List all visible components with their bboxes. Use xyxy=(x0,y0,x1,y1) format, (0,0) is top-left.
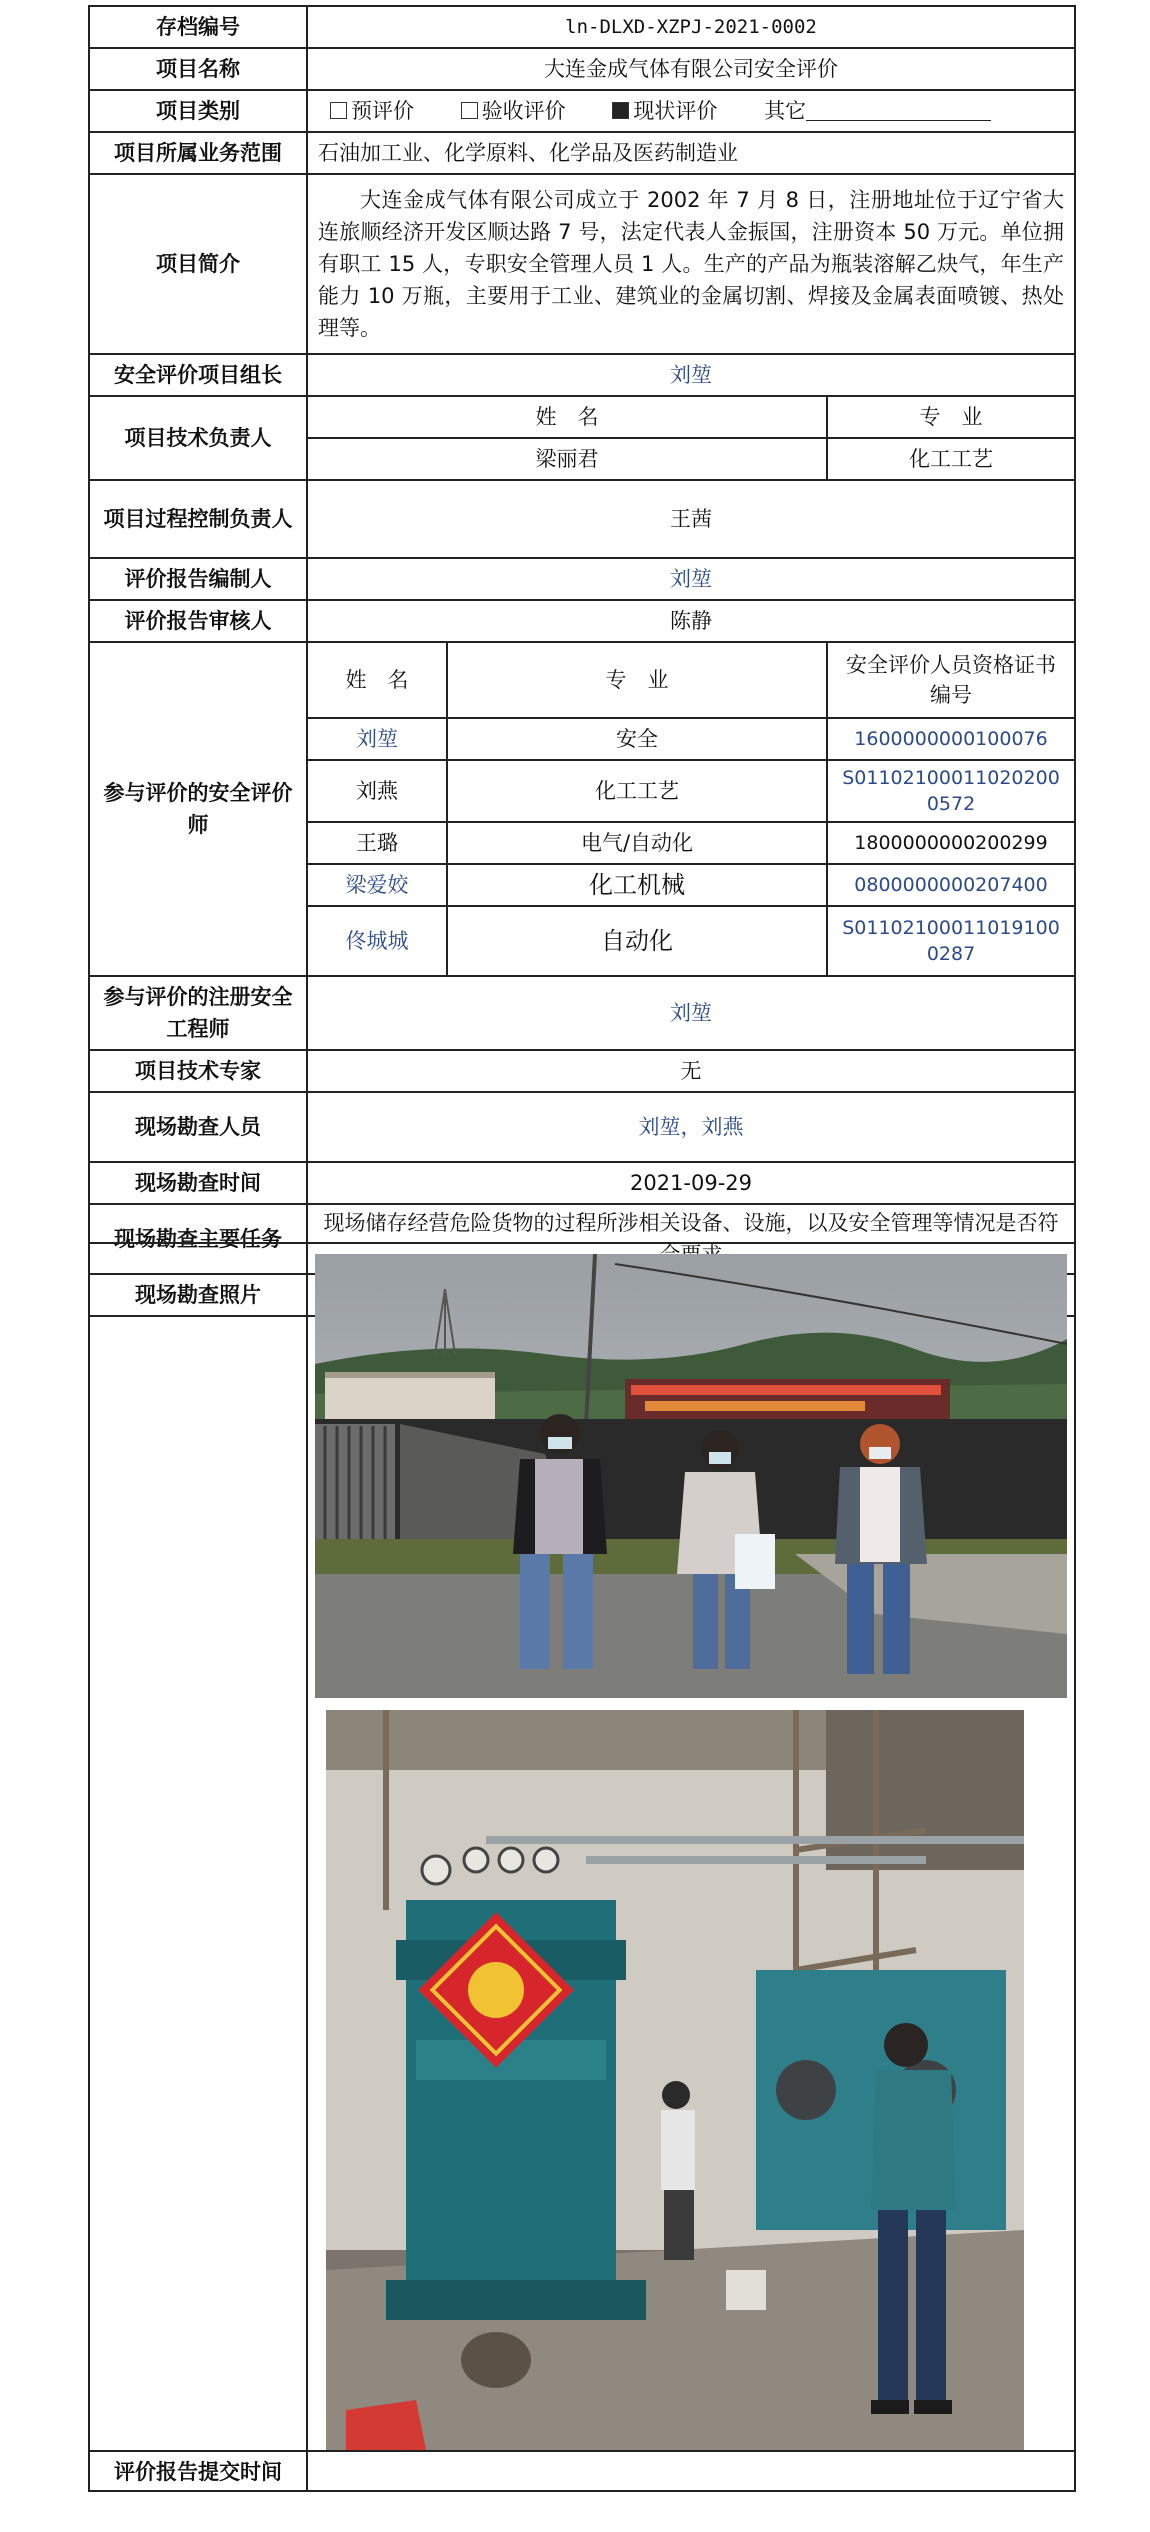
project-type-options xyxy=(307,90,1075,132)
evaluator-name: 佟城城 xyxy=(307,906,447,976)
evaluator-cert: 1800000000200299 xyxy=(827,822,1075,864)
survey-task-label: 现场勘查主要任务 xyxy=(89,1204,307,1274)
survey-photo-label: 现场勘查照片 xyxy=(89,1274,307,1316)
tech-lead-label: 项目技术负责人 xyxy=(89,396,307,480)
survey-staff-label: 现场勘查人员 xyxy=(89,1092,307,1162)
evaluator-name: 刘燕 xyxy=(307,760,447,822)
evaluators-label: 参与评价的安全评价师 xyxy=(89,642,307,976)
reg-engineer-value: 刘堃 xyxy=(307,976,1075,1050)
tech-lead-name: 梁丽君 xyxy=(307,438,827,480)
evaluator-cert: S011021000110202000572 xyxy=(827,760,1075,822)
photo-row-blank xyxy=(89,1243,307,2451)
photo-section xyxy=(88,1242,1074,2492)
compiler-label: 评价报告编制人 xyxy=(89,558,307,600)
acetylene-compressor-photo-icon xyxy=(326,1710,1024,2450)
evaluator-major: 电气/自动化 xyxy=(447,822,827,864)
type-option-acceptance[interactable]: 验收评价 xyxy=(461,99,566,123)
evaluation-info-sheet xyxy=(88,5,1074,1317)
evaluator-major-header: 专 业 xyxy=(447,642,827,718)
survey-staff-value: 刘堃，刘燕 xyxy=(307,1092,1075,1162)
intro-label: 项目简介 xyxy=(89,174,307,354)
expert-value: 无 xyxy=(307,1050,1075,1092)
evaluator-name-header: 姓 名 xyxy=(307,642,447,718)
evaluator-name: 王璐 xyxy=(307,822,447,864)
expert-label: 项目技术专家 xyxy=(89,1050,307,1092)
archive-no: ln-DLXD-XZPJ-2021-0002 xyxy=(307,6,1075,48)
tech-lead-major: 化工工艺 xyxy=(827,438,1075,480)
project-type-label: 项目类别 xyxy=(89,90,307,132)
survey-time-value: 2021-09-29 xyxy=(307,1162,1075,1204)
evaluator-cert-header: 安全评价人员资格证书编号 xyxy=(827,642,1075,718)
evaluator-major: 自动化 xyxy=(447,906,827,976)
intro-text: 大连金成气体有限公司成立于 2002 年 7 月 8 日，注册地址位于辽宁省大连旅顺经济开发区顺达路 7 号，法定代表人金振国，注册资本 50 万元。单位拥有职工 15 人，专职安全管理人员 1 人。生产的产品为瓶装溶解乙炔气，年生产能力 10 万瓶，主要用于工业、建筑业的金属切割、焊接及金属表面喷镀、热处理等。 xyxy=(307,174,1075,354)
type-option-other[interactable]: 其它 xyxy=(764,99,991,123)
site-entrance-photo-icon xyxy=(315,1254,1067,1698)
compiler-value: 刘堃 xyxy=(307,558,1075,600)
process-ctrl-value: 王茜 xyxy=(307,480,1075,558)
reviewer-label: 评价报告审核人 xyxy=(89,600,307,642)
checkbox-checked-icon xyxy=(612,102,629,119)
evaluator-cert: 1600000000100076 xyxy=(827,718,1075,760)
leader-value: 刘堃 xyxy=(307,354,1075,396)
tech-lead-major-header: 专 业 xyxy=(827,396,1075,438)
archive-no-label: 存档编号 xyxy=(89,6,307,48)
acetylene-compressor-photo xyxy=(326,1710,1024,2450)
leader-label: 安全评价项目组长 xyxy=(89,354,307,396)
survey-time-label: 现场勘查时间 xyxy=(89,1162,307,1204)
project-name-label: 项目名称 xyxy=(89,48,307,90)
other-blank xyxy=(806,100,991,121)
evaluator-cert: 0800000000207400 xyxy=(827,864,1075,906)
survey-task-value: 现场储存经营危险货物的过程所涉相关设备、设施，以及安全管理等情况是否符 xyxy=(307,1204,1075,1274)
process-ctrl-label: 项目过程控制负责人 xyxy=(89,480,307,558)
type-option-pre[interactable]: 预评价 xyxy=(330,99,414,123)
site-entrance-photo xyxy=(315,1254,1067,1698)
scope-label: 项目所属业务范围 xyxy=(89,132,307,174)
evaluator-name: 刘堃 xyxy=(307,718,447,760)
info-table xyxy=(88,5,1076,1317)
evaluator-cert: S011021000110191000287 xyxy=(827,906,1075,976)
project-name: 大连金成气体有限公司安全评价 xyxy=(307,48,1075,90)
submit-time-value xyxy=(307,2451,1075,2491)
evaluator-major: 安全 xyxy=(447,718,827,760)
evaluator-major: 化工机械 xyxy=(447,864,827,906)
checkbox-icon xyxy=(461,102,478,119)
evaluator-name: 梁爱姣 xyxy=(307,864,447,906)
reviewer-value: 陈静 xyxy=(307,600,1075,642)
type-option-current[interactable]: 现状评价 xyxy=(612,99,717,123)
evaluator-major: 化工工艺 xyxy=(447,760,827,822)
checkbox-icon xyxy=(330,102,347,119)
tech-lead-name-header: 姓 名 xyxy=(307,396,827,438)
scope-value: 石油加工业、化学原料、化学品及医药制造业 xyxy=(307,132,1075,174)
reg-engineer-label: 参与评价的注册安全工程师 xyxy=(89,976,307,1050)
submit-time-label: 评价报告提交时间 xyxy=(89,2451,307,2491)
